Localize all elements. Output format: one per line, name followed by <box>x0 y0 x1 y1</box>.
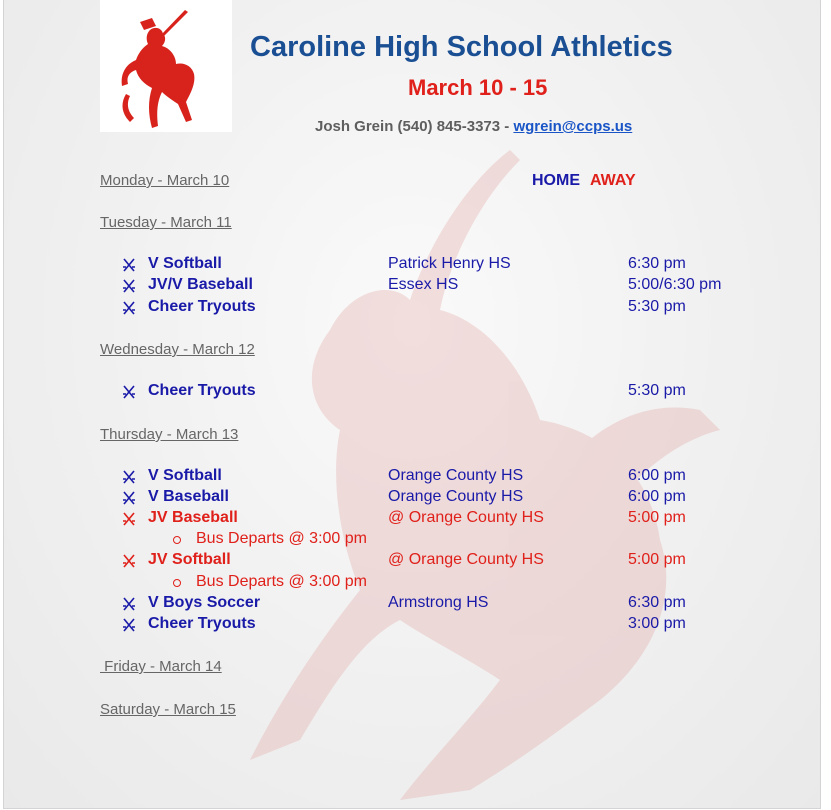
crossed-swords-icon <box>122 256 136 274</box>
event-opponent: Armstrong HS <box>388 594 489 611</box>
event-sport: V Softball <box>148 467 222 484</box>
contact-email-link[interactable]: wgrein@ccps.us <box>513 118 633 135</box>
day-heading-monday: Monday - March 10 <box>100 172 230 189</box>
event-opponent: @ Orange County HS <box>388 509 544 526</box>
legend-away: AWAY <box>590 172 636 189</box>
event-row <box>0 594 831 615</box>
crossed-swords-icon <box>122 489 136 507</box>
page-title: Caroline High School Athletics <box>250 31 673 63</box>
day-heading-saturday: Saturday - March 15 <box>100 701 236 718</box>
day-heading-wednesday: Wednesday - March 12 <box>100 341 255 358</box>
event-time: 5:00 pm <box>628 551 686 568</box>
event-time: 6:30 pm <box>628 255 686 272</box>
crossed-swords-icon <box>122 616 136 634</box>
day-heading-friday: Friday - March 14 <box>100 658 222 675</box>
event-time: 6:00 pm <box>628 467 686 484</box>
event-opponent: @ Orange County HS <box>388 551 544 568</box>
legend <box>532 172 636 190</box>
event-row <box>0 467 831 488</box>
contact-line <box>315 118 632 135</box>
event-time: 5:00 pm <box>628 509 686 526</box>
event-row <box>0 615 831 636</box>
circle-bullet-icon <box>173 579 181 587</box>
event-sport: V Baseball <box>148 488 229 505</box>
event-row <box>0 298 831 319</box>
event-sport: JV Baseball <box>148 509 238 526</box>
crossed-swords-icon <box>122 552 136 570</box>
event-row <box>0 509 831 530</box>
logo-box <box>100 0 232 132</box>
circle-bullet-icon <box>173 536 181 544</box>
event-note <box>0 530 831 551</box>
event-time: 5:30 pm <box>628 298 686 315</box>
crossed-swords-icon <box>122 468 136 486</box>
event-row <box>0 382 831 403</box>
event-sport: Cheer Tryouts <box>148 298 256 315</box>
crossed-swords-icon <box>122 277 136 295</box>
crossed-swords-icon <box>122 383 136 401</box>
event-time: 5:00/6:30 pm <box>628 276 722 293</box>
event-note-text: Bus Departs @ 3:00 pm <box>196 530 367 547</box>
event-note <box>0 573 831 594</box>
event-sport: Cheer Tryouts <box>148 382 256 399</box>
event-note-text: Bus Departs @ 3:00 pm <box>196 573 367 590</box>
crossed-swords-icon <box>122 299 136 317</box>
event-row <box>0 488 831 509</box>
crossed-swords-icon <box>122 595 136 613</box>
cavalier-rider-logo <box>100 0 232 132</box>
event-sport: JV/V Baseball <box>148 276 253 293</box>
event-opponent: Essex HS <box>388 276 459 293</box>
contact-info: Josh Grein (540) 845-3373 - <box>315 118 514 135</box>
event-time: 5:30 pm <box>628 382 686 399</box>
event-row <box>0 255 831 276</box>
event-sport: V Softball <box>148 255 222 272</box>
event-opponent: Orange County HS <box>388 488 524 505</box>
event-time: 6:30 pm <box>628 594 686 611</box>
event-opponent: Patrick Henry HS <box>388 255 511 272</box>
day-heading-thursday: Thursday - March 13 <box>100 426 239 443</box>
event-time: 3:00 pm <box>628 615 686 632</box>
event-time: 6:00 pm <box>628 488 686 505</box>
event-opponent: Orange County HS <box>388 467 524 484</box>
event-sport: V Boys Soccer <box>148 594 261 611</box>
event-sport: Cheer Tryouts <box>148 615 256 632</box>
crossed-swords-icon <box>122 510 136 528</box>
day-heading-tuesday: Tuesday - March 11 <box>100 214 232 231</box>
event-row <box>0 276 831 297</box>
date-range: March 10 - 15 <box>408 75 548 100</box>
event-row <box>0 551 831 572</box>
event-sport: JV Softball <box>148 551 231 568</box>
legend-home: HOME <box>532 172 580 189</box>
